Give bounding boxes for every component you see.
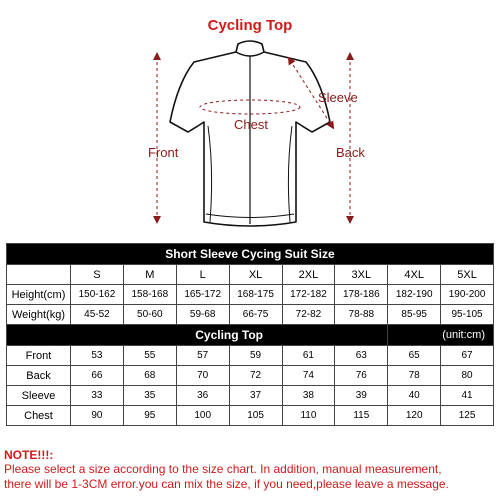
table-cell: 70 [176, 366, 229, 386]
table-cell: 78-88 [335, 305, 388, 325]
size-note [4, 448, 498, 492]
table-row [7, 406, 494, 426]
table-cell: 45-52 [71, 305, 124, 325]
size-chart-table [6, 243, 494, 426]
size-label: XL [229, 265, 282, 285]
table-cell: 85-95 [388, 305, 441, 325]
table-cell: 67 [441, 346, 494, 366]
size-label: L [176, 265, 229, 285]
row-label-weight: Weight(kg) [7, 305, 71, 325]
table-cell: 74 [282, 366, 335, 386]
table-cell: 36 [176, 386, 229, 406]
table-cell: 90 [71, 406, 124, 426]
row-label-front: Front [7, 346, 71, 366]
size-label: 3XL [335, 265, 388, 285]
table-row [7, 305, 494, 325]
table-cell: 95-105 [441, 305, 494, 325]
size-label: 2XL [282, 265, 335, 285]
table-cell: 125 [441, 406, 494, 426]
table-cell: 76 [335, 366, 388, 386]
size-labels-row [7, 265, 494, 285]
size-labels-corner [7, 265, 71, 285]
table-row [7, 386, 494, 406]
table-cell: 100 [176, 406, 229, 426]
table-cell: 165-172 [176, 285, 229, 305]
sleeve-label: Sleeve [318, 90, 358, 105]
table-cell: 95 [123, 406, 176, 426]
table-cell: 66-75 [229, 305, 282, 325]
table-cell: 50-60 [123, 305, 176, 325]
table-row [7, 346, 494, 366]
note-line-1: Please select a size according to the size chart. In addition, manual measurement, [4, 462, 442, 476]
size-chart-header-row [7, 244, 494, 265]
table-cell: 65 [388, 346, 441, 366]
table-row [7, 285, 494, 305]
front-label: Front [148, 145, 179, 160]
cycling-top-header-row [7, 325, 494, 346]
diagram-title: Cycling Top [207, 17, 293, 34]
back-label: Back [336, 145, 365, 160]
table-cell: 39 [335, 386, 388, 406]
table-cell: 110 [282, 406, 335, 426]
note-line-2: there will be 1-3CM error.you can mix the size, if you need,please leave a message. [4, 477, 449, 491]
jersey-diagram [0, 0, 500, 236]
size-label: M [123, 265, 176, 285]
table-cell: 120 [388, 406, 441, 426]
table-cell: 59-68 [176, 305, 229, 325]
table-cell: 168-175 [229, 285, 282, 305]
table-cell: 37 [229, 386, 282, 406]
table-cell: 53 [71, 346, 124, 366]
table-cell: 172-182 [282, 285, 335, 305]
table-cell: 59 [229, 346, 282, 366]
table-cell: 72 [229, 366, 282, 386]
row-label-sleeve: Sleeve [7, 386, 71, 406]
table-cell: 66 [71, 366, 124, 386]
table-cell: 33 [71, 386, 124, 406]
table-cell: 190-200 [441, 285, 494, 305]
table-cell: 40 [388, 386, 441, 406]
table-cell: 61 [282, 346, 335, 366]
size-label: 4XL [388, 265, 441, 285]
chest-label: Chest [234, 117, 268, 132]
table-cell: 68 [123, 366, 176, 386]
table-cell: 72-82 [282, 305, 335, 325]
note-title: NOTE!!!: [4, 448, 54, 462]
table-cell: 182-190 [388, 285, 441, 305]
table-cell: 57 [176, 346, 229, 366]
row-label-back: Back [7, 366, 71, 386]
table-cell: 158-168 [123, 285, 176, 305]
table-cell: 78 [388, 366, 441, 386]
row-label-height: Height(cm) [7, 285, 71, 305]
size-chart-title: Short Sleeve Cycing Suit Size [7, 244, 494, 265]
table-cell: 105 [229, 406, 282, 426]
table-cell: 41 [441, 386, 494, 406]
row-label-chest: Chest [7, 406, 71, 426]
table-cell: 80 [441, 366, 494, 386]
table-row [7, 366, 494, 386]
table-cell: 63 [335, 346, 388, 366]
table-cell: 35 [123, 386, 176, 406]
table-cell: 150-162 [71, 285, 124, 305]
table-cell: 38 [282, 386, 335, 406]
size-label: 5XL [441, 265, 494, 285]
size-label: S [71, 265, 124, 285]
table-cell: 55 [123, 346, 176, 366]
table-cell: 115 [335, 406, 388, 426]
cycling-top-title: Cycling Top [7, 325, 388, 346]
unit-label: (unit:cm) [388, 325, 494, 346]
table-cell: 178-186 [335, 285, 388, 305]
